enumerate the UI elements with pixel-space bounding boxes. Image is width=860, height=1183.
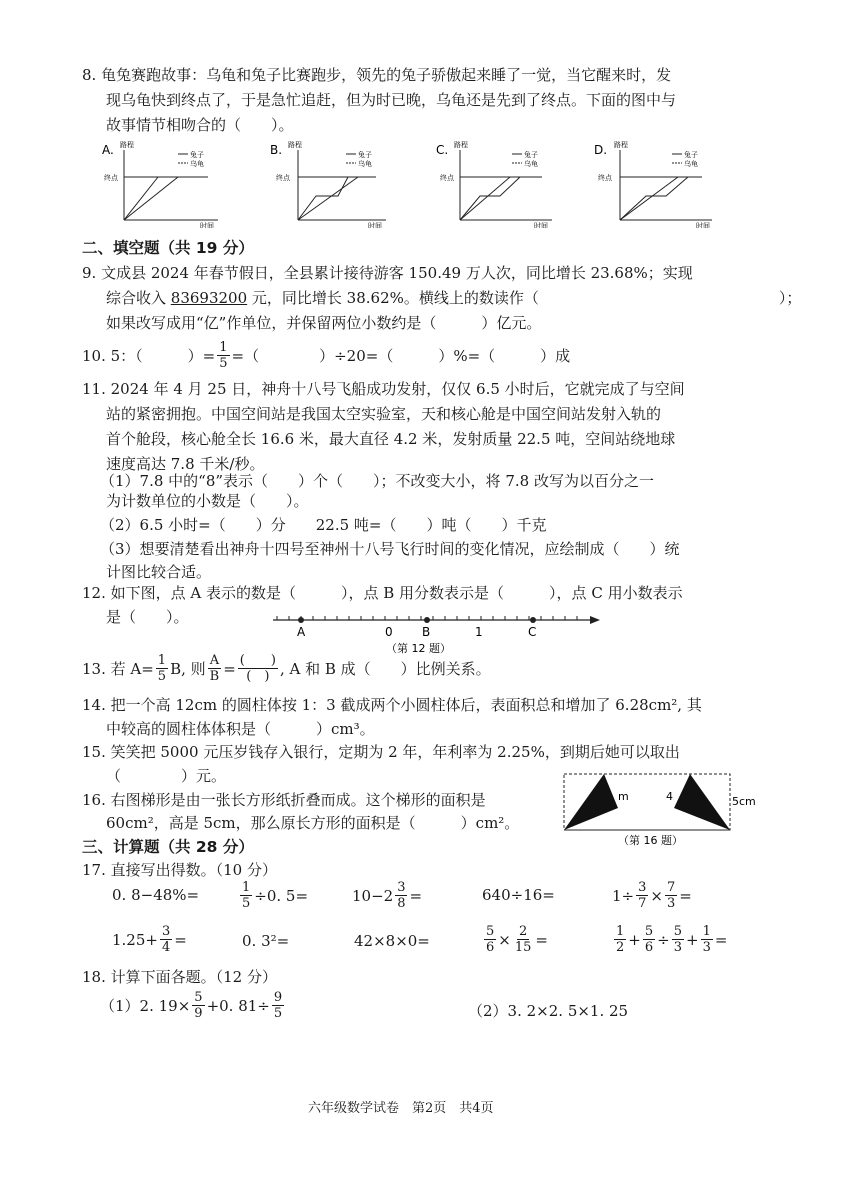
x-axis-label: 时间 [696, 222, 710, 228]
q11-sub3-line1: （3）想要清楚看出神舟十四号至神州十八号飞行时间的变化情况，应绘制成（ ）统 [100, 540, 680, 558]
fraction: $\frac{1}{5}$ [219, 340, 228, 371]
option-label: A. [102, 143, 114, 157]
underlined-number: 83693200 [170, 289, 248, 307]
q13-line: 13. 若 A= $\frac{1}{5}$ B, 则 $\frac{A}{B}$ = $\frac{( )}{( )}$ , A 和 B 成（ ）比例关系。 [82, 653, 491, 684]
q15-line1: 15. 笑笑把 5000 元压岁钱存入银行，定期为 2 年，年利率为 2.25%，到期后她可以取出 [82, 743, 680, 761]
x-axis-label: 时间 [200, 222, 214, 228]
q15-line2: （ ）元。 [106, 767, 227, 785]
y-axis-label: 路程 [120, 141, 134, 149]
y-axis-label: 路程 [614, 141, 628, 149]
q8-option-b-graph [268, 138, 388, 228]
q17-r1c5: 1÷ $\frac{3}{7}$ × $\frac{7}{3}$ = [612, 880, 692, 911]
q8-option-a-graph [100, 138, 220, 228]
label-b: B [422, 625, 431, 639]
q17-r2c4: $\frac{5}{6}$ × $\frac{2}{15}$ = [486, 924, 548, 955]
legend-rabbit: 兔子 [524, 151, 538, 159]
q14-line1: 14. 把一个高 12cm 的圆柱体按 1：3 截成两个小圆柱体后，表面积总和增加了 6.28cm², 其 [82, 696, 702, 714]
point-c [530, 617, 536, 623]
legend-turtle: 乌龟 [358, 160, 372, 168]
finish-label: 终点 [440, 174, 454, 182]
q16-trapezoid-figure [560, 770, 780, 850]
legend-turtle: 乌龟 [524, 160, 538, 168]
label-0: 0 [385, 625, 393, 639]
q8-line3: 故事情节相吻合的（ ）。 [106, 116, 294, 134]
finish-label: 终点 [598, 174, 612, 182]
q9-line3: 如果改写成用“亿”作单位，并保留两位小数约是（ ）亿元。 [106, 314, 542, 332]
finish-label: 终点 [104, 174, 118, 182]
x-axis-label: 时间 [534, 222, 548, 228]
label-left: m [618, 790, 629, 803]
q18-problem-2: （2）3. 2×2. 5×1. 25 [468, 1002, 629, 1020]
y-axis-label: 路程 [288, 141, 302, 149]
q12-line2: 是（ ）。 [106, 608, 189, 626]
q17-r1c4: 640÷16= [482, 886, 555, 904]
q11-line1: 11. 2024 年 4 月 25 日，神舟十八号飞船成功发射，仅仅 6.5 小时后，它就完成了与空间 [82, 380, 685, 398]
q17-r2c2: 0. 3²= [242, 932, 290, 950]
q11-line4: 速度高达 7.8 千米/秒。 [106, 455, 265, 473]
q8-line2: 现乌龟快到终点了，于是急忙追赶，但为时已晚，乌龟还是先到了终点。下面的图中与 [106, 91, 677, 109]
legend-turtle: 乌龟 [684, 160, 698, 168]
label-a: A [297, 625, 306, 639]
q17-r2c5: $\frac{1}{2}$ + $\frac{5}{6}$ ÷ $\frac{5}{3}$ + $\frac{1}{3}$ = [616, 924, 728, 955]
finish-label: 终点 [276, 174, 290, 182]
q11-line2: 站的紧密拥抱。中国空间站是我国太空实验室，天和核心舱是中国空间站发射入轨的 [106, 405, 662, 423]
x-axis-label: 时间 [368, 222, 382, 228]
q16-line2: 60cm²，高是 5cm，那么原长方形的面积是（ ）cm²。 [106, 814, 520, 832]
option-label: C. [436, 143, 449, 157]
label-c: C [528, 625, 537, 639]
q14-line2: 中较高的圆柱体体积是（ ）cm³。 [106, 720, 375, 738]
legend-rabbit: 兔子 [190, 151, 204, 159]
point-b [424, 617, 430, 623]
point-a [298, 617, 304, 623]
caption: （第 12 题） [386, 642, 451, 655]
q17-title: 17. 直接写出得数。（10 分） [82, 861, 277, 879]
section-3-title: 三、计算题（共 28 分） [82, 838, 254, 856]
label-1: 1 [475, 625, 483, 639]
page-footer: 六年级数学试卷 第2页 共4页 [308, 1101, 494, 1116]
q11-sub3-line2: 计图比较合适。 [106, 563, 212, 581]
q17-r2c1: 1.25+ $\frac{3}{4}$ = [112, 924, 187, 955]
q11-sub2: （2）6.5 小时=（ ）分 22.5 吨=（ ）吨（ ）千克 [100, 516, 547, 534]
legend-rabbit: 兔子 [684, 151, 698, 159]
y-axis-label: 路程 [454, 141, 468, 149]
q18-title: 18. 计算下面各题。（12 分） [82, 968, 277, 986]
q17-r1c3: 10−2 $\frac{3}{8}$ = [352, 880, 423, 911]
q9-line2: 综合收入 83693200 元，同比增长 38.62%。横线上的数读作（ ）； [106, 289, 802, 307]
q12-line1: 12. 如下图，点 A 表示的数是（ ），点 B 用分数表示是（ ），点 C 用小数表示 [82, 584, 683, 602]
option-label: B. [270, 143, 283, 157]
legend-rabbit: 兔子 [358, 151, 372, 159]
q16-line1: 16. 右图梯形是由一张长方形纸折叠而成。这个梯形的面积是 [82, 791, 486, 809]
label-height: 5cm [732, 795, 756, 808]
legend-turtle: 乌龟 [190, 160, 204, 168]
caption: （第 16 题） [618, 834, 683, 847]
q17-r2c3: 42×8×0= [354, 932, 430, 950]
q17-r1c1: 0. 8−48%= [112, 886, 200, 904]
q12-number-line [268, 608, 608, 658]
q11-line3: 首个舱段，核心舱全长 16.6 米，最大直径 4.2 米，发射质量 22.5 吨，空间站绕地球 [106, 430, 676, 448]
option-label: D. [594, 143, 608, 157]
label-mid: 4 [666, 790, 673, 803]
q18-problem-1: （1）2. 19× $\frac{5}{9}$ +0. 81÷ $\frac{9}{5}$ [100, 990, 283, 1021]
q8-option-d-graph [592, 138, 716, 228]
q8-line1: 8. 龟兔赛跑故事：乌龟和兔子比赛跑步，领先的兔子骄傲起来睡了一觉，当它醒来时，发 [82, 66, 672, 84]
q11-sub1-line1: （1）7.8 中的“8”表示（ ）个（ ）；不改变大小，将 7.8 改写为以百分之一 [100, 472, 654, 490]
q11-sub1-line2: 为计数单位的小数是（ ）。 [106, 492, 309, 510]
q8-option-c-graph [434, 138, 554, 228]
q9-line1: 9. 文成县 2024 年春节假日，全县累计接待游客 150.49 万人次，同比增长 23.68%；实现 [82, 264, 693, 282]
section-2-title: 二、填空题（共 19 分） [82, 239, 254, 257]
q10-line: 10. 5：（ ）= $\frac{1}{5}$ =（ ）÷20=（ ）%=（ ）成 [82, 340, 571, 371]
q17-r1c2: $\frac{1}{5}$ ÷0. 5= [242, 880, 309, 911]
